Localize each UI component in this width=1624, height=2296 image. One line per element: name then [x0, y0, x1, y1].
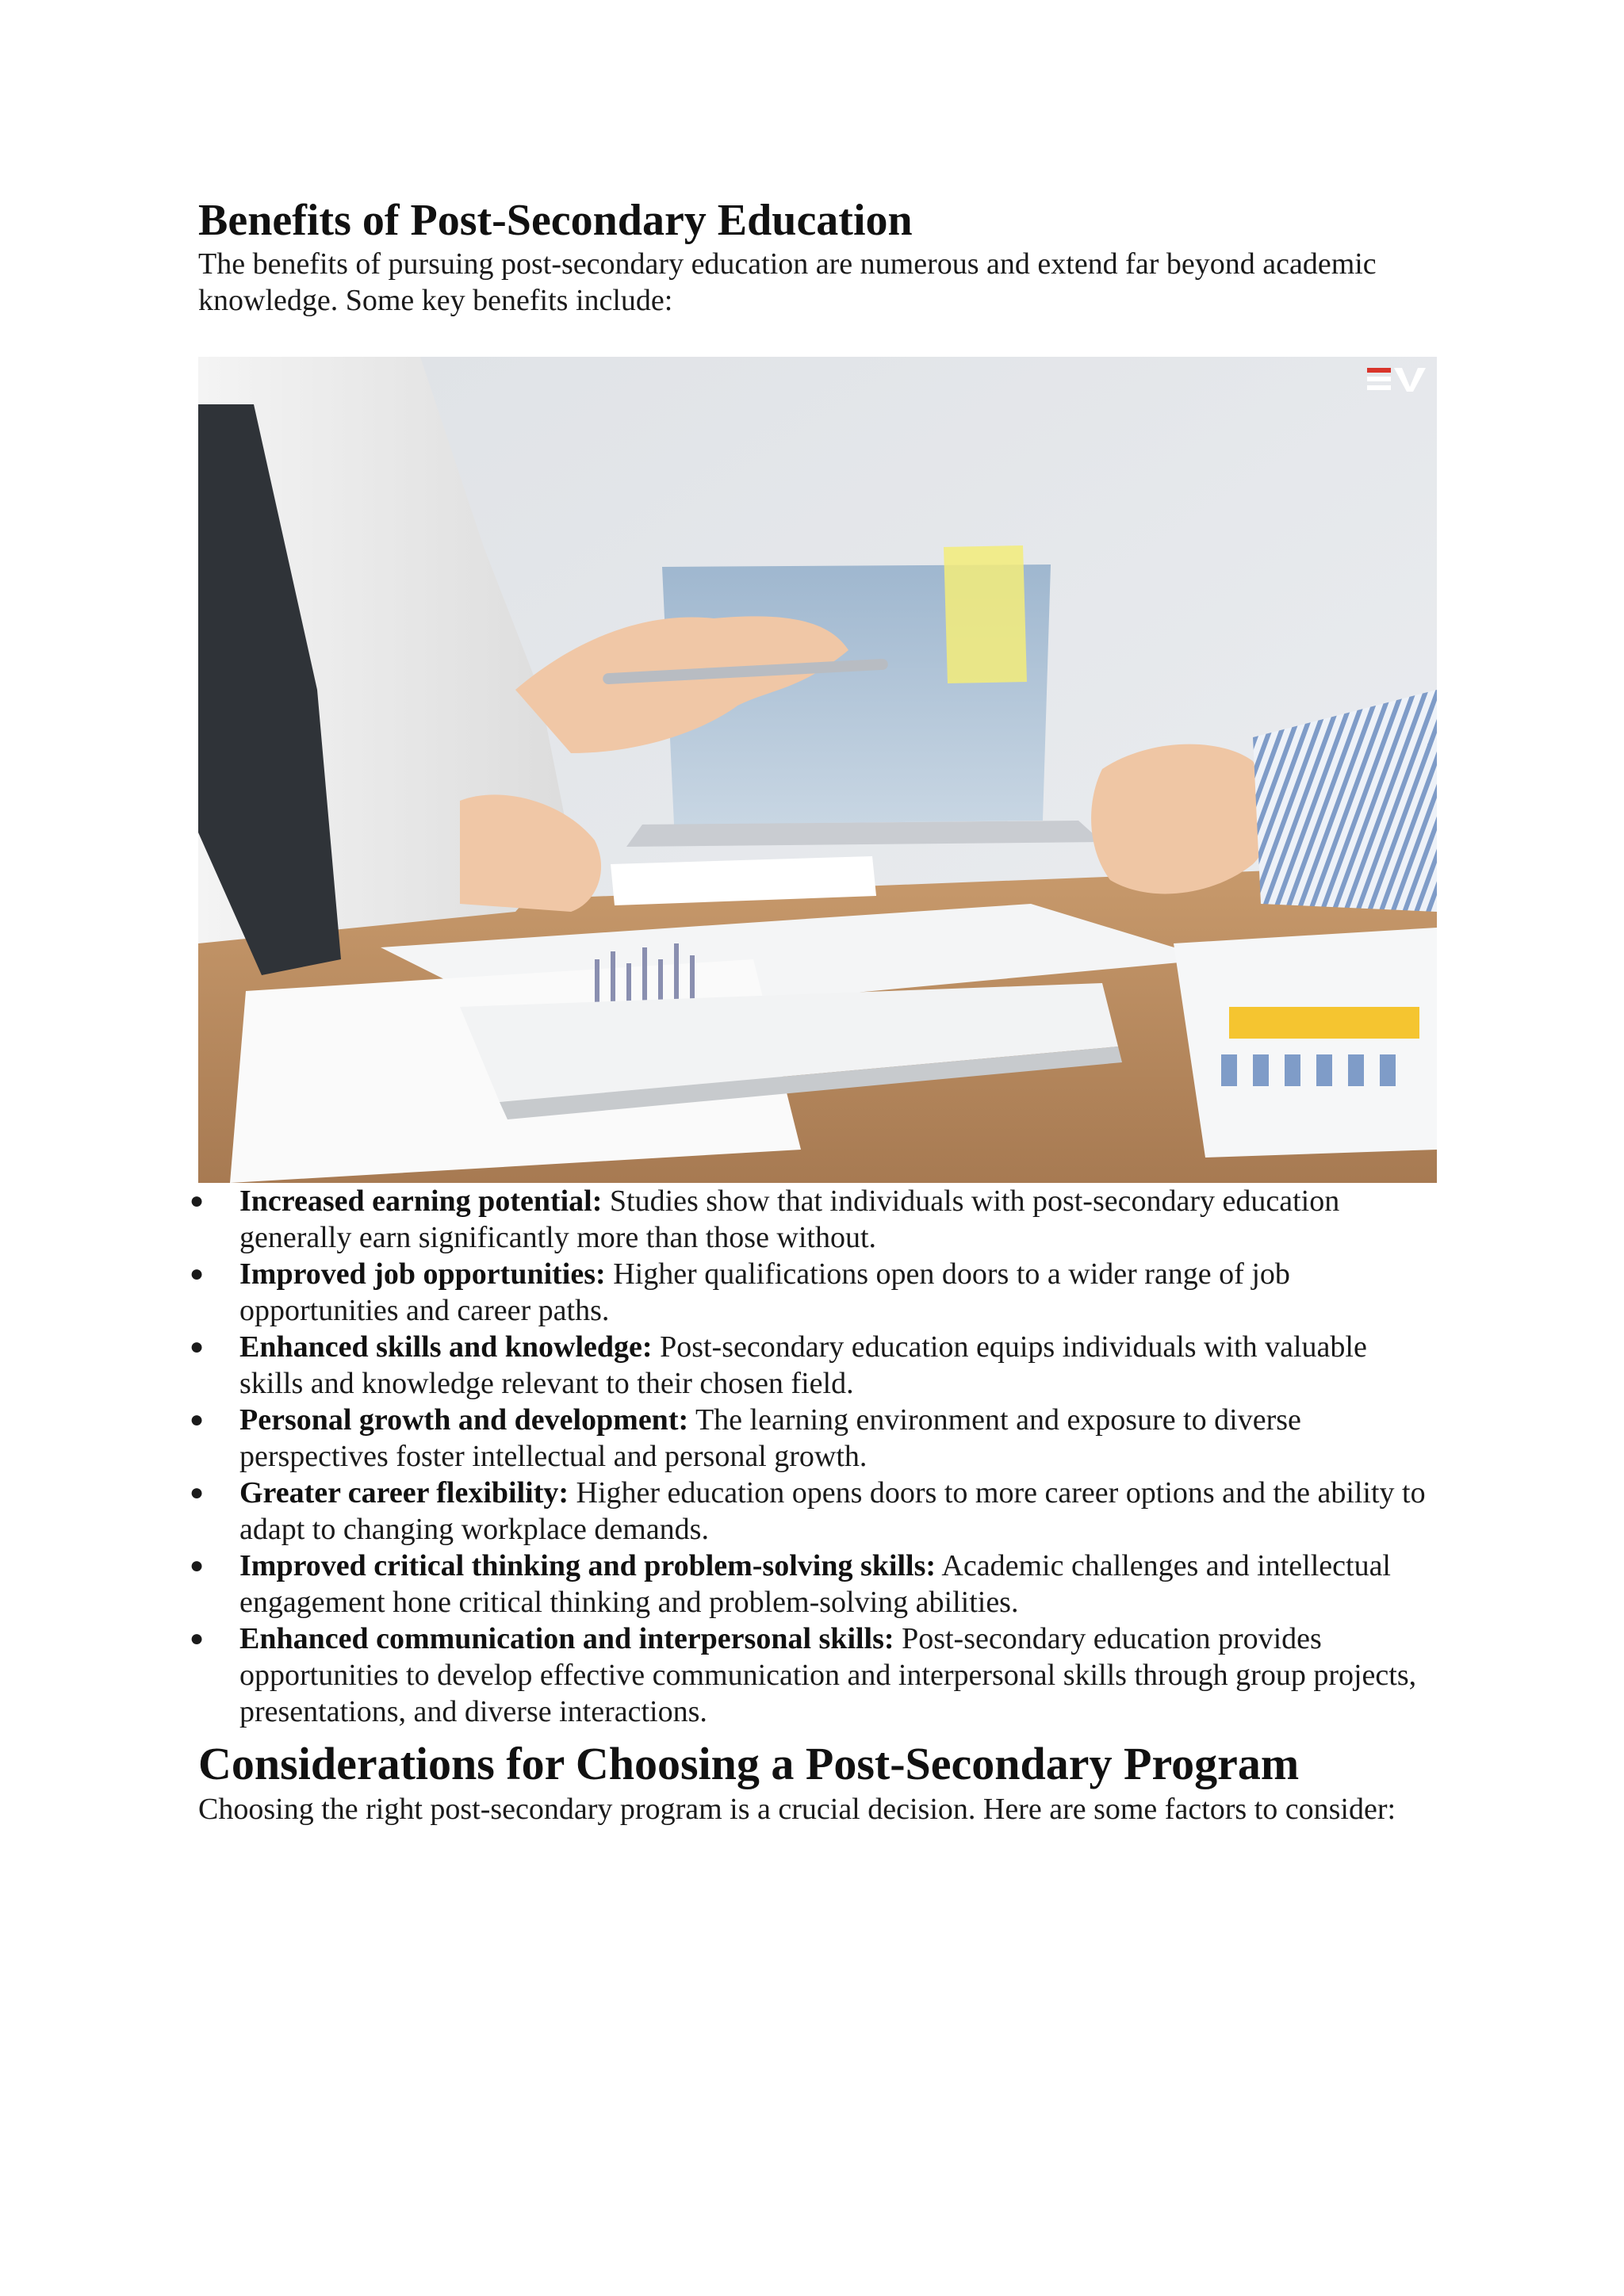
- intro-paragraph: The benefits of pursuing post-secondary education are numerous and extend far beyond academic knowledge. Some key benefits include:: [198, 247, 1377, 318]
- bullet-icon: ●: [189, 1479, 205, 1506]
- benefit-title: Increased earning potential:: [239, 1184, 603, 1219]
- benefit-title: Greater career flexibility:: [239, 1476, 569, 1510]
- benefit-title: Enhanced skills and knowledge:: [239, 1330, 653, 1364]
- benefit-text: Academic challenges and intellectual engagement hone critical thinking and problem-solving abilities.: [239, 1549, 1391, 1620]
- bullet-icon: ●: [189, 1406, 205, 1433]
- section-heading-benefits: Benefits of Post-Secondary Education: [198, 196, 913, 245]
- list-item: [189, 1183, 1435, 1256]
- article-body: [189, 195, 1435, 1827]
- benefit-text: Post-secondary education provides opportunities to develop effective communication and interpersonal skills through group projects, presentations, and diverse interactions.: [239, 1622, 1417, 1729]
- list-item: [189, 1402, 1435, 1475]
- list-item: [189, 1475, 1435, 1548]
- bullet-icon: ●: [189, 1188, 205, 1215]
- closing-paragraph: Choosing the right post-secondary program is a crucial decision. Here are some factors to consider:: [198, 1793, 1396, 1827]
- benefit-title: Personal growth and development:: [239, 1403, 689, 1437]
- photo-illustration: [198, 357, 1437, 1183]
- list-item: [189, 1548, 1435, 1621]
- benefit-title: Improved job opportunities:: [239, 1257, 606, 1292]
- benefit-text: Post-secondary education equips individuals with valuable skills and knowledge relevant to their chosen field.: [239, 1330, 1367, 1401]
- benefit-title: Improved critical thinking and problem-solving skills:: [239, 1549, 936, 1583]
- bullet-icon: ●: [189, 1552, 205, 1579]
- benefits-list: [189, 1183, 1435, 1730]
- ev-logo: [1365, 363, 1429, 395]
- benefit-title: Enhanced communication and interpersonal skills:: [239, 1622, 894, 1656]
- benefit-text: The learning environment and exposure to diverse perspectives foster intellectual and personal growth.: [239, 1403, 1301, 1474]
- ev-logo-mark: [1365, 363, 1429, 395]
- benefit-text: Higher education opens doors to more career options and the ability to adapt to changing workplace demands.: [239, 1476, 1426, 1547]
- benefit-text: Studies show that individuals with post-secondary education generally earn significantly more than those without.: [239, 1184, 1340, 1255]
- list-item: [189, 1621, 1435, 1730]
- list-item: [189, 1256, 1435, 1329]
- business-meeting-photo: [198, 357, 1437, 1183]
- bullet-icon: ●: [189, 1625, 205, 1652]
- bullet-icon: ●: [189, 1261, 205, 1288]
- bullet-icon: ●: [189, 1334, 205, 1360]
- section-heading-considerations: Considerations for Choosing a Post-Secondary Program: [198, 1738, 1300, 1790]
- benefit-text: Higher qualifications open doors to a wider range of job opportunities and career paths.: [239, 1257, 1290, 1328]
- list-item: [189, 1329, 1435, 1402]
